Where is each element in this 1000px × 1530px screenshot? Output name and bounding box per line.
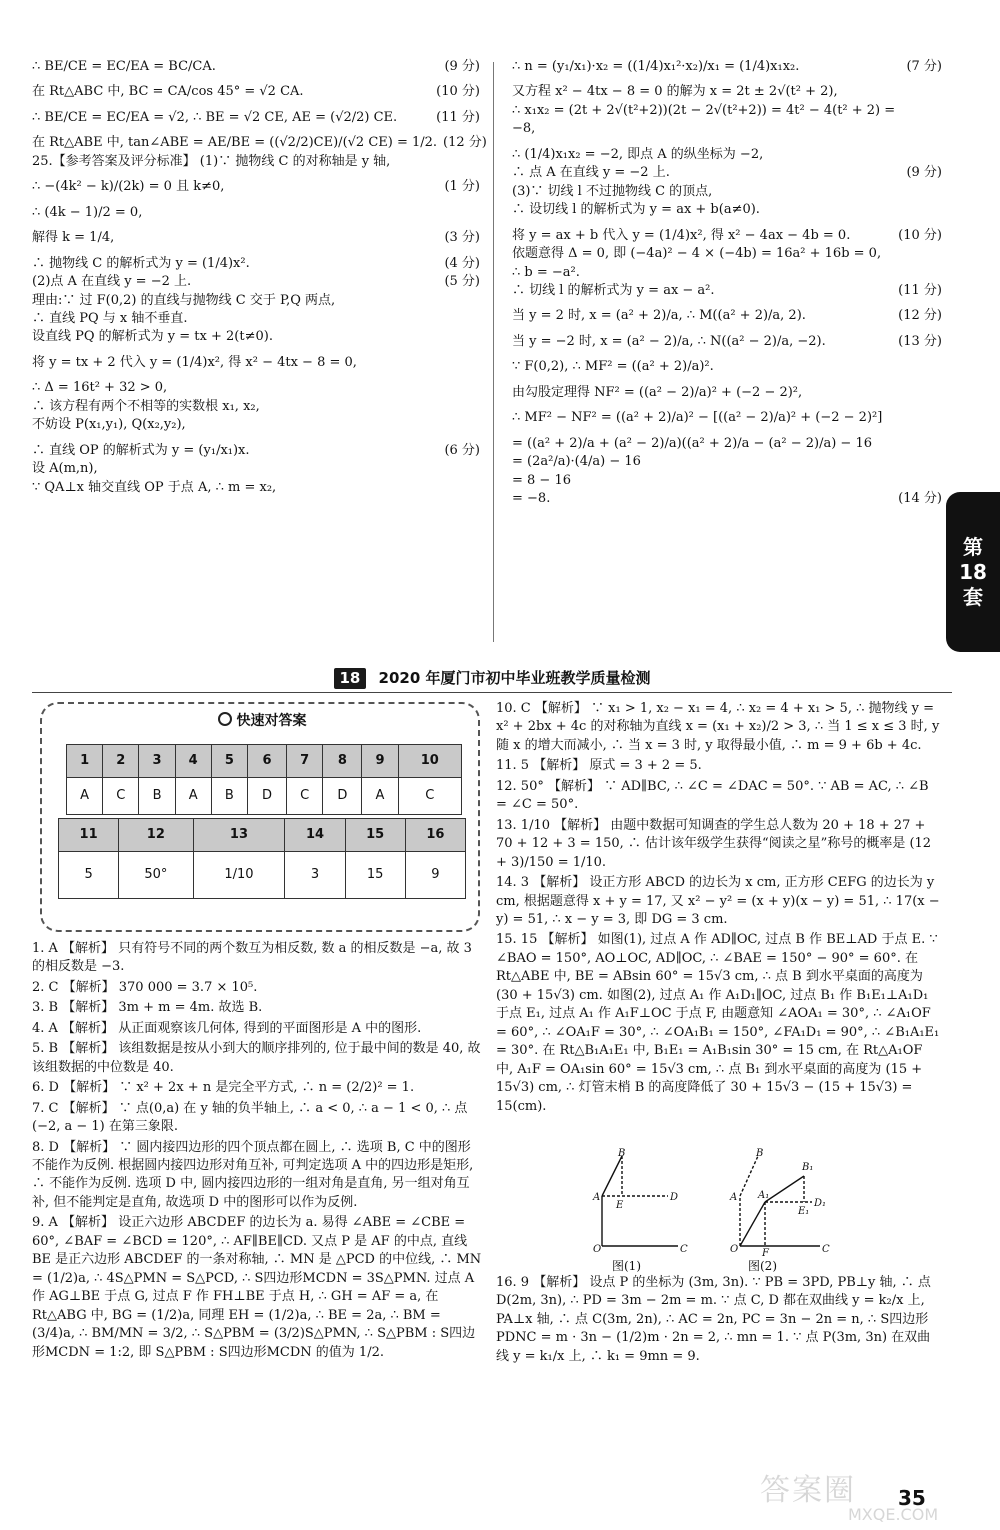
- score-points: (5 分): [444, 274, 480, 290]
- answer-cell: D: [323, 778, 362, 815]
- question-number-cell: 2: [103, 745, 139, 778]
- solution-item: 6. D 【解析】 ∵ x² + 2x + n 是完全平方式, ∴ n = (2/2)² = 1.: [32, 1080, 415, 1096]
- solution-line: [512, 409, 942, 427]
- answer-table-1-10: [66, 744, 462, 815]
- fig2-dashed-ab: [740, 1156, 758, 1196]
- solution-text: 设 A(m,n),: [32, 461, 98, 477]
- side-tab-char-1: 第: [963, 534, 983, 559]
- solution-item: 2. C 【解析】 370 000 = 3.7 × 10⁵.: [32, 979, 258, 995]
- solution-text: ∴ BE/CE = EC/EA = √2, ∴ BE = √2 CE, AE = (√2/2) CE.: [32, 109, 398, 125]
- label-d1: D₁: [814, 1198, 827, 1209]
- solution-line: [32, 292, 480, 310]
- solution-item: 14. 3 【解析】 设正方形 ABCD 的边长为 x cm, 正方形 CEFG 的边长为 y cm, 根据题意得 x + y = 17, 又 x² − y² = (x + y)(x − y) = 51, ∴ 17(x − y) = 51, ∴ x − y = 3, 即 DG = 3 cm.: [496, 875, 940, 927]
- answer-table-11-16: [58, 818, 466, 899]
- solution-line: [512, 146, 942, 164]
- solution-line: [32, 398, 480, 416]
- solution-item: 12. 50° 【解析】 ∵ AD∥BC, ∴ ∠C = ∠DAC = 50°. ∵ AB = AC, ∴ ∠B = ∠C = 50°.: [496, 778, 929, 813]
- fig1-arm-ab: [602, 1156, 622, 1196]
- solution-line: [512, 227, 942, 245]
- solution-line: [32, 354, 480, 372]
- answer-cell: B: [211, 778, 247, 815]
- solution-line: [512, 201, 942, 219]
- exam-title: 2020 年厦门市初中毕业班教学质量检测: [378, 669, 651, 687]
- solution-item: 1. A 【解析】 只有符号不同的两个数互为相反数, 数 a 的相反数是 −a, 故 3 的相反数是 −3.: [32, 941, 472, 975]
- label-b2: B: [756, 1148, 764, 1159]
- solution-text: 依题意得 Δ = 0, 即 (−4a)² − 4 × (−4b) = 16a² + 16b = 0,: [512, 246, 882, 262]
- solution-line: [512, 307, 942, 325]
- solution-line: [512, 490, 942, 508]
- solution-text: 又方程 x² − 4tx − 8 = 0 的解为 x = 2t ± 2√(t² + 2),: [512, 84, 838, 100]
- fig2-pole-oa1: [740, 1202, 765, 1246]
- solution-line: [32, 255, 480, 273]
- score-points: (11 分): [436, 109, 480, 125]
- answer-cell: A: [175, 778, 211, 815]
- solution-line: [32, 83, 480, 101]
- side-tab-char-2: 18: [959, 559, 987, 584]
- label-e1: E₁: [798, 1206, 810, 1217]
- solution-text: = −8.: [512, 491, 551, 507]
- label-c: C: [680, 1244, 688, 1255]
- solution-text: ∴ (4k − 1)/2 = 0,: [32, 204, 143, 220]
- section-header: [32, 668, 952, 692]
- solution-line: [512, 435, 942, 453]
- answer-cell: C: [103, 778, 139, 815]
- solution-text: 解得 k = 1/4,: [32, 230, 115, 246]
- question-number-cell: 11: [59, 819, 119, 852]
- solution-text: ∴ 直线 PQ 与 x 轴不垂直.: [32, 310, 188, 326]
- side-tab-set-number: [946, 492, 1000, 652]
- solution-item: 11. 5 【解析】 原式 = 3 + 2 = 5.: [496, 758, 702, 774]
- solution-item: 3. B 【解析】 3m + m = 4m. 故选 B.: [32, 1000, 263, 1016]
- solution-item: 4. A 【解析】 从正面观察该几何体, 得到的平面图形是 A 中的图形.: [32, 1020, 422, 1036]
- solution-line: [32, 178, 480, 196]
- solution-line: [32, 273, 480, 291]
- solution-item: 7. C 【解析】 ∵ 点(0,a) 在 y 轴的负半轴上, ∴ a < 0, ∴ a − 1 < 0, ∴ 点 (−2, a − 1) 在第三象限.: [32, 1100, 468, 1135]
- solution-line: [32, 134, 487, 152]
- solution-text: 不妨设 P(x₁,y₁), Q(x₂,y₂),: [32, 417, 186, 433]
- score-points: (12 分): [898, 308, 942, 324]
- solution-text: ∴ n = (y₁/x₁)·x₂ = ((1/4)x₁²·x₂)/x₁ = (1/4)x₁x₂.: [512, 59, 800, 74]
- solution-text: ∴ 点 A 在直线 y = −2 上.: [512, 165, 670, 181]
- answer-cell: A: [67, 778, 103, 815]
- score-points: (11 分): [898, 282, 942, 298]
- label-a1: A₁: [758, 1190, 770, 1201]
- solution-text: (2)点 A 在直线 y = −2 上.: [32, 274, 192, 290]
- solution-line: [512, 282, 942, 300]
- solution-text: ∴ BE/CE = EC/EA = BC/CA.: [32, 59, 216, 74]
- solution-line: [32, 109, 480, 127]
- solution-line: [512, 58, 942, 76]
- solution-line: [32, 204, 480, 222]
- watermark-logo: 答案圈: [760, 1473, 856, 1508]
- answer-cell: 50°: [119, 852, 193, 899]
- solution-line: [512, 164, 942, 182]
- magnifier-icon: [218, 712, 232, 726]
- solution-text: ∴ x₁x₂ = (2t + 2√(t²+2))(2t − 2√(t²+2)) = 4t² − 4(t² + 2) =: [512, 102, 896, 118]
- answer-cell: C: [287, 778, 323, 815]
- answer-cell: 15: [345, 852, 405, 899]
- figure-1-caption: 图(1): [612, 1259, 641, 1273]
- solution-text: 由勾股定理得 NF² = ((a² − 2)/a)² + (−2 − 2)²,: [512, 384, 803, 400]
- score-points: (14 分): [898, 491, 942, 507]
- question-number-cell: 4: [175, 745, 211, 778]
- solution-line: [512, 453, 942, 471]
- answer-cell: 9: [405, 852, 465, 899]
- answer-cell: 3: [285, 852, 345, 899]
- right-solutions: [496, 700, 942, 1118]
- solution-item: 5. B 【解析】 该组数据是按从小到大的顺序排列的, 位于最中间的数是 40, 故该组数据的中位数是 40.: [32, 1041, 481, 1075]
- label-f: F: [762, 1248, 769, 1258]
- solution-text: 在 Rt△ABC 中, BC = CA/cos 45° = √2 CA.: [32, 84, 304, 100]
- label-b: B: [618, 1148, 626, 1159]
- score-points: (9 分): [906, 165, 942, 181]
- solution-text: 在 Rt△ABE 中, tan∠ABE = AE/BE = ((√2/2)CE)/(√2 CE) = 1/2.: [32, 135, 438, 151]
- answer-cell: B: [139, 778, 175, 815]
- solution-line: [32, 229, 480, 247]
- side-tab-char-3: 套: [963, 584, 983, 609]
- solution-text: ∴ 设切线 l 的解析式为 y = ax + b(a≠0).: [512, 202, 760, 218]
- solution-text: −8,: [512, 121, 536, 137]
- solution-item: 10. C 【解析】 ∵ x₁ > 1, x₂ − x₁ = 4, ∴ x₂ = 4 + x₁ > 5, ∴ 抛物线 y = x² + 2bx + 4c 的对称轴为直线 x = (x₁ + x₂)/2 > 3, ∴ 当 1 ≤ x ≤ 3 时, y 随 x 的增大而减小, ∴ 当 x = 3 时, y 取得最小值, ∴ m = 9 + 6b + 4c.: [496, 701, 940, 753]
- solution-text: 当 y = −2 时, x = (a² − 2)/a, ∴ N((a² − 2)/a, −2).: [512, 333, 826, 349]
- solution-text: ∴ 抛物线 C 的解析式为 y = (1/4)x².: [32, 255, 250, 271]
- solution-line: [512, 358, 942, 376]
- solution-line: [32, 442, 480, 460]
- quick-answer-box: [40, 702, 480, 932]
- score-points: (3 分): [444, 230, 480, 246]
- solution-line: [32, 479, 480, 497]
- solution-item: 9. A 【解析】 设正六边形 ABCDEF 的边长为 a. 易得 ∠ABE = ∠CBE = 60°, ∠BAF = ∠BCD = 120°, ∴ AF∥BE∥CD. 又点 P 是 AF 的中点, 直线 BE 是正六边形 ABCDEF 的一条对称轴, ∴ MN 是 △PCD 的中位线, ∴ MN = (1/2)a, ∴ 4S△PMN = S△PCD, ∴ S四边形MCDN = 3S△PMN. 过点 A 作 AG⊥BE 于点 G, 过点 F 作 FH⊥BE 于点 H, ∴ GH = AF = a, 在 Rt△ABG 中, BG = (1/2)a, 同理 EH = (1/2)a, ∴ BE = 2a, ∴ BM = (3/4)a, ∴ BM/MN = 3/2, ∴ S△PBM = (3/2)S△PMN, ∴ S△PBM : S四边形MCDN = 1:2, 即 S△PBM : S四边形MCDN 的值为 1/2.: [32, 1215, 482, 1360]
- fig2-arm-a1b1: [765, 1176, 804, 1202]
- question-number-cell: 1: [67, 745, 103, 778]
- question-number-cell: 9: [362, 745, 398, 778]
- question-number-cell: 12: [119, 819, 193, 852]
- solution-line: [32, 379, 480, 397]
- solution-line: [512, 472, 942, 490]
- quick-answer-title: [192, 711, 332, 733]
- label-a: A: [593, 1192, 601, 1203]
- page-number: 35: [898, 1486, 926, 1510]
- solution-text: ∵ F(0,2), ∴ MF² = ((a² + 2)/a)².: [512, 359, 714, 375]
- figure-2-caption: 图(2): [748, 1259, 777, 1273]
- solution-text: = ((a² + 2)/a + (a² − 2)/a)((a² + 2)/a − (a² − 2)/a) − 16: [512, 435, 872, 451]
- solution-text: ∴ MF² − NF² = ((a² + 2)/a)² − [((a² − 2)/a)² + (−2 − 2)²]: [512, 410, 883, 426]
- header-rule: [32, 692, 952, 693]
- lamp-figures: [590, 1148, 840, 1258]
- solution-line: [32, 460, 480, 478]
- solution-text: (3)∵ 切线 l 不过抛物线 C 的顶点,: [512, 183, 713, 199]
- score-points: (1 分): [444, 179, 480, 195]
- figure-1: [602, 1156, 678, 1246]
- score-points: (9 分): [444, 59, 480, 74]
- solution-text: ∴ 该方程有两个不相等的实数根 x₁, x₂,: [32, 398, 260, 414]
- score-points: (13 分): [898, 333, 942, 349]
- question-number-cell: 10: [398, 745, 461, 778]
- label-a2: A: [730, 1192, 738, 1203]
- question-number-cell: 3: [139, 745, 175, 778]
- question-number-cell: 6: [247, 745, 286, 778]
- answer-cell: D: [247, 778, 286, 815]
- solution-text: = (2a²/a)·(4/a) − 16: [512, 454, 641, 470]
- question-number-cell: 7: [287, 745, 323, 778]
- solution-item: 15. 15 【解析】 如图(1), 过点 A 作 AD∥OC, 过点 B 作 BE⊥AD 于点 E. ∵ ∠BAO = 150°, AO⊥OC, AD∥OC, ∴ ∠BAE = 150° − 90° = 60°. 在 Rt△ABE 中, BE = ABsin 60° = 15√3 cm, ∴ 点 B 到水平桌面的高度为 (30 + 15√3) cm. 如图(2), 过点 A₁ 作 A₁D₁∥OC, 过点 B₁ 作 B₁E₁⊥A₁D₁ 于点 E₁, 过点 A₁ 作 A₁F⊥OC 于点 F, 由题意知 ∠AOA₁ = 30°, ∴ ∠A₁OF = 60°, ∴ ∠OA₁F = 30°, ∴ ∠OA₁B₁ = 150°, ∠FA₁D₁ = 90°, ∴ ∠B₁A₁E₁ = 30°. 在 Rt△B₁A₁E₁ 中, B₁E₁ = A₁B₁sin 30° = 15 cm, 在 Rt△A₁OF 中, A₁F = OA₁sin 60° = 15√3 cm, ∴ 点 B₁ 到水平桌面的高度为 (15 + 15√3) cm, ∴ 灯管末梢 B 的高度降低了 30 + 15√3 − (15 + 15√3) = 15(cm).: [496, 932, 940, 1114]
- solution-line: [512, 384, 942, 402]
- solution-line: [32, 310, 480, 328]
- solution-text: ∴ 切线 l 的解析式为 y = ax − a².: [512, 282, 715, 298]
- solution-text: ∴ −(4k² − k)/(2k) = 0 且 k≠0,: [32, 179, 225, 195]
- question-number-cell: 16: [405, 819, 465, 852]
- score-points: (4 分): [444, 255, 480, 271]
- solution-text: = 8 − 16: [512, 472, 571, 488]
- answer-cell: A: [362, 778, 398, 815]
- solution-text: ∵ QA⊥x 轴交直线 OP 于点 A, ∴ m = x₂,: [32, 479, 277, 495]
- quick-answer-label: 快速对答案: [236, 713, 307, 729]
- label-d: D: [670, 1192, 679, 1203]
- answer-cell: 5: [59, 852, 119, 899]
- label-o2: O: [730, 1244, 739, 1255]
- score-points: (10 分): [898, 227, 942, 243]
- watermark-url: MXQE.COM: [848, 1505, 939, 1524]
- solution-text: 理由:∵ 过 F(0,2) 的直线与抛物线 C 交于 P,Q 两点,: [32, 292, 336, 308]
- score-points: (7 分): [906, 59, 942, 74]
- score-points: (12 分): [443, 135, 487, 151]
- solution-item: 8. D 【解析】 ∵ 圆内接四边形的四个顶点都在圆上, ∴ 选项 B, C 中的图形不能作为反例. 根据圆内接四边形对角互补, 可判定选项 A 中的四边形是矩形, ∴ 不能作为反例. 选项 D 中, 圆内接四边形的一组对角是直角, 另一组对角互补, 但不能判定是直角, 故选项 D 中的图形可以作为反例.: [32, 1139, 474, 1210]
- solution-text: ∴ (1/4)x₁x₂ = −2, 即点 A 的纵坐标为 −2,: [512, 146, 764, 162]
- solution-text: 设直线 PQ 的解析式为 y = tx + 2(t≠0).: [32, 329, 273, 345]
- label-e: E: [616, 1200, 624, 1211]
- score-points: (10 分): [436, 84, 480, 100]
- left-solutions: [32, 940, 482, 1364]
- solution-line: [512, 102, 942, 120]
- solution-text: 当 y = 2 时, x = (a² + 2)/a, ∴ M((a² + 2)/a, 2).: [512, 308, 806, 324]
- solution-line: [32, 328, 480, 346]
- solution-line: [512, 83, 942, 101]
- question-number-cell: 5: [211, 745, 247, 778]
- solution-line: [32, 58, 480, 76]
- solution-line: [512, 245, 942, 263]
- set-badge: 18: [334, 668, 367, 689]
- solution-text: 将 y = ax + b 代入 y = (1/4)x², 得 x² − 4ax − 4b = 0.: [512, 227, 851, 243]
- column-divider: [493, 62, 494, 642]
- question-number-cell: 15: [345, 819, 405, 852]
- solution-text: 25.【参考答案及评分标准】 (1)∵ 抛物线 C 的对称轴是 y 轴,: [32, 153, 391, 169]
- solution-line: [512, 333, 942, 351]
- question-number-cell: 8: [323, 745, 362, 778]
- solution-line: [32, 153, 480, 171]
- solution-text: ∴ Δ = 16t² + 32 > 0,: [32, 380, 168, 396]
- left-column: [32, 58, 487, 497]
- label-b1: B₁: [802, 1162, 814, 1173]
- solution-text: ∴ b = −a².: [512, 264, 580, 280]
- label-o: O: [593, 1244, 602, 1255]
- label-c2: C: [822, 1244, 830, 1255]
- solution-text: ∴ 直线 OP 的解析式为 y = (y₁/x₁)x.: [32, 442, 250, 458]
- answer-cell: C: [398, 778, 461, 815]
- solution-16: 16. 9 【解析】 设点 P 的坐标为 (3m, 3n). ∵ PB = 3PD, PB⊥y 轴, ∴ 点 D(2m, 3n), ∴ PD = 3m − 2m = m. ∵ 点 C, D 都在双曲线 y = k₂/x 上, PA⊥x 轴, ∴ 点 C(3m, 2n), ∴ AC = 2n, PC = 3n − 2n = n, ∴ S四边形PDNC = m · 3n − (1/2)m · 2n = 2, ∴ mn = 1. ∵ 点 P(3m, 3n) 在双曲线 y = k₁/x 上, ∴ k₁ = 9mn = 9.: [496, 1275, 931, 1364]
- right-column: [512, 58, 942, 509]
- score-points: (6 分): [444, 442, 480, 458]
- solution-item: 13. 1/10 【解析】 由题中数据可知调查的学生总人数为 20 + 18 + 27 + 70 + 12 + 3 = 150, ∴ 估计该年级学生获得“阅读之星”称号的概率是 (12 + 3)/150 = 1/10.: [496, 817, 932, 870]
- question-number-cell: 14: [285, 819, 345, 852]
- answer-cell: 1/10: [193, 852, 285, 899]
- solution-line: [512, 120, 942, 138]
- solution-line: [512, 264, 942, 282]
- solution-text: 将 y = tx + 2 代入 y = (1/4)x², 得 x² − 4tx − 8 = 0,: [32, 354, 357, 370]
- solution-line: [512, 183, 942, 201]
- solution-line: [32, 416, 480, 434]
- question-number-cell: 13: [193, 819, 285, 852]
